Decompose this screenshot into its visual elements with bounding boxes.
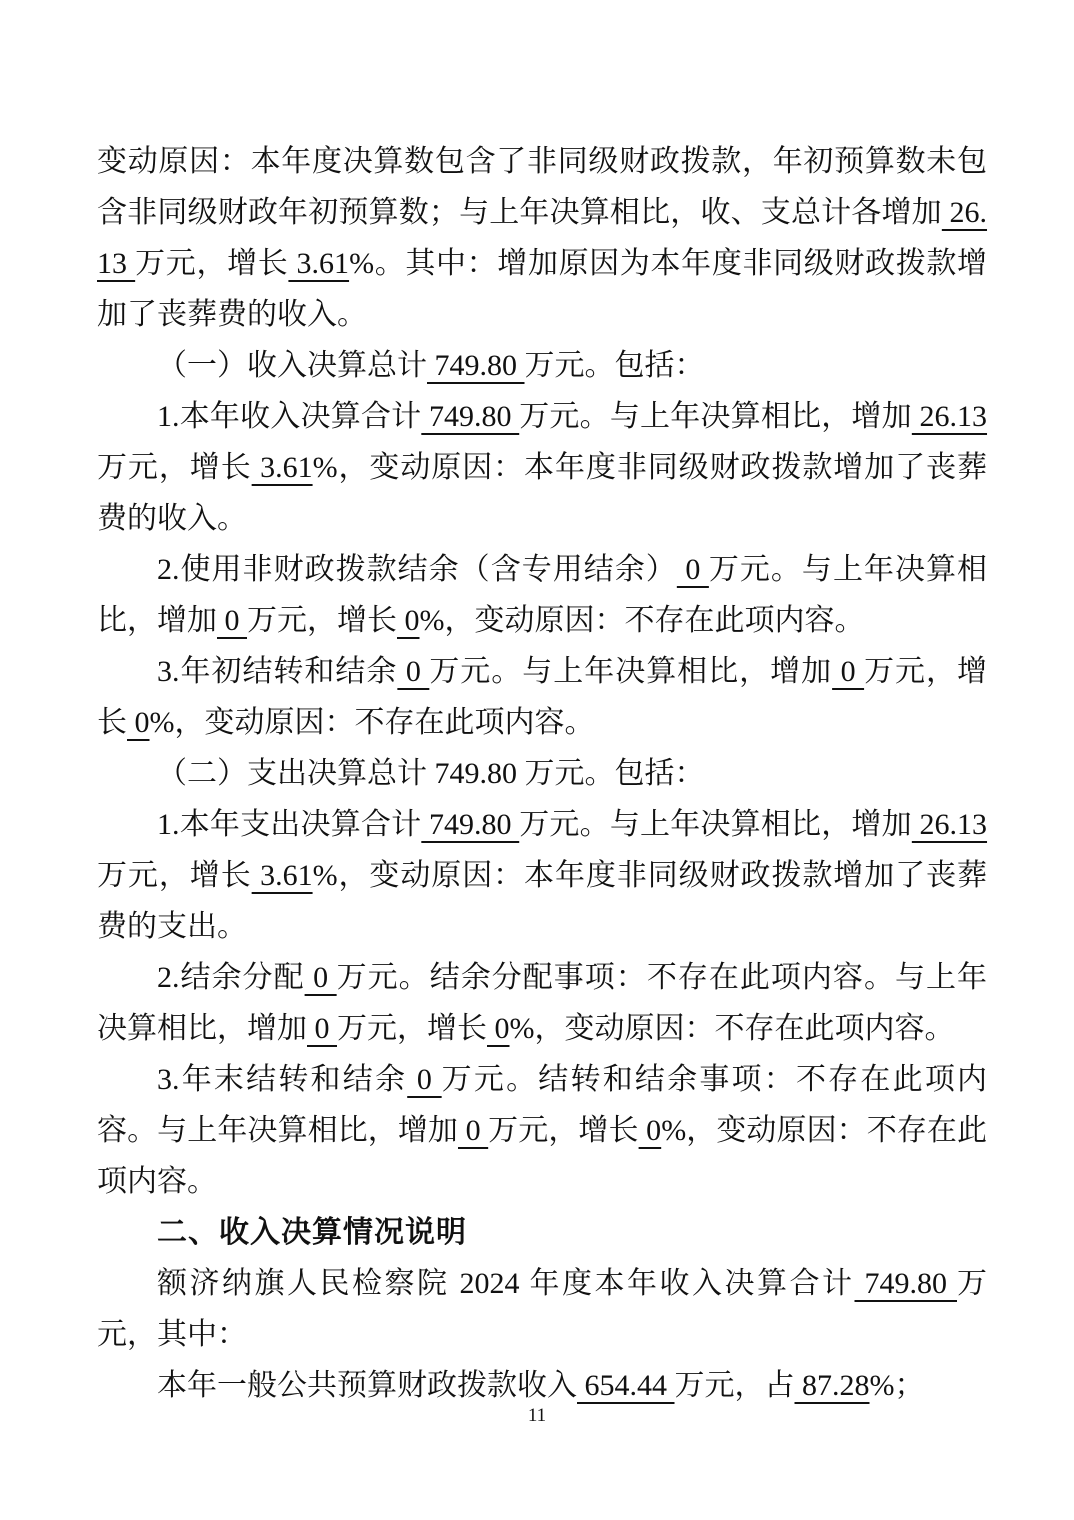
text-run: 万元，占	[674, 1369, 795, 1402]
text-run: 2.结余分配	[157, 961, 305, 994]
underlined-value: 0	[127, 706, 150, 739]
text-run: （一）收入决算总计	[157, 349, 427, 382]
underlined-value: 0	[304, 961, 337, 994]
text-run: 万元，增长	[97, 451, 252, 484]
underlined-value: 0	[397, 655, 430, 688]
underlined-value: 749.80	[421, 400, 520, 433]
text-run: %，变动原因：本年度非同级财政拨款增加了丧葬费的支出。	[97, 859, 988, 943]
text-run: 万元。包括：	[524, 349, 705, 382]
text-run: 2.使用非财政拨款结余（含专用结余）	[157, 553, 677, 586]
text-run: 万元，增长	[135, 247, 289, 280]
underlined-value: 0	[458, 1114, 489, 1147]
underlined-value: 3.61	[288, 247, 350, 280]
page-number: 11	[527, 1405, 547, 1426]
text-run: （二）支出决算总计 749.80 万元。包括：	[157, 757, 705, 790]
text-run: 1.本年支出决算合计	[157, 808, 422, 841]
text-run: 万元。与上年决算相比，增加	[519, 400, 912, 433]
paragraph-11	[97, 1258, 987, 1360]
text-run: 二、收入决算情况说明	[157, 1216, 467, 1249]
paragraph-7	[97, 799, 987, 952]
text-run: 3.年末结转和结余	[157, 1063, 408, 1096]
text-run: %；	[869, 1369, 925, 1402]
paragraph-1	[97, 136, 987, 340]
underlined-value: 26.13	[911, 808, 988, 841]
text-run: 万元。结转和结余事项：不存在此项内容。与上年决算相比，增加	[97, 1063, 988, 1147]
underlined-value: 654.44	[577, 1369, 675, 1402]
text-run: 万元。与上年决算相比，增加	[97, 553, 988, 637]
text-run: 额济纳旗人民检察院 2024 年度本年收入决算合计	[157, 1267, 855, 1300]
paragraph-3	[97, 391, 987, 544]
text-run: 3.年初结转和结余	[157, 655, 398, 688]
underlined-value: 0	[397, 604, 420, 637]
text-run: 万元。与上年决算相比，增加	[519, 808, 912, 841]
document-body	[97, 136, 987, 1411]
text-run: %，变动原因：不存在此项内容。	[97, 1114, 988, 1198]
underlined-value: 0	[832, 655, 865, 688]
text-run: 万元。结余分配事项：不存在此项内容。与上年决算相比，增加	[97, 961, 988, 1045]
underlined-value: 0	[217, 604, 247, 637]
underlined-value: 0	[487, 1012, 510, 1045]
underlined-value: 26.13	[911, 400, 988, 433]
paragraph-5	[97, 646, 987, 748]
underlined-value: 3.61	[251, 859, 313, 892]
paragraph-2	[97, 340, 987, 391]
text-run: %，变动原因：本年度非同级财政拨款增加了丧葬费的收入。	[97, 451, 988, 535]
text-run: 万元，其中：	[97, 1267, 987, 1351]
underlined-value: 0	[638, 1114, 662, 1147]
text-run: 万元。与上年决算相比，增加	[429, 655, 833, 688]
text-run: 万元，增长	[337, 1012, 487, 1045]
paragraph-9	[97, 1054, 987, 1207]
paragraph-4	[97, 544, 987, 646]
text-run: %，变动原因：不存在此项内容。	[509, 1012, 955, 1045]
paragraph-8	[97, 952, 987, 1054]
paragraph-6	[97, 748, 987, 799]
underlined-value: 749.80	[427, 349, 525, 382]
underlined-value: 0	[307, 1012, 337, 1045]
text-run: 变动原因：本年度决算数包含了非同级财政拨款，年初预算数未包含非同级财政年初预算数；与上年决算相比，收、支总计各增加	[97, 145, 987, 229]
text-run: 万元，增长	[488, 1114, 639, 1147]
underlined-value: 87.28	[794, 1369, 870, 1402]
underlined-value: 26.13	[97, 196, 988, 280]
underlined-value: 749.80	[854, 1267, 957, 1300]
text-run: %，变动原因：不存在此项内容。	[419, 604, 865, 637]
text-run: %，变动原因：不存在此项内容。	[149, 706, 595, 739]
paragraph-12	[97, 1360, 987, 1411]
text-run: 万元，增长	[97, 655, 988, 739]
underlined-value: 3.61	[251, 451, 313, 484]
text-run: 万元，增长	[97, 859, 252, 892]
text-run: 1.本年收入决算合计	[157, 400, 422, 433]
section-heading	[97, 1207, 987, 1258]
text-run: %。其中：增加原因为本年度非同级财政拨款增加了丧葬费的收入。	[97, 247, 988, 331]
underlined-value: 749.80	[421, 808, 520, 841]
text-run: 本年一般公共预算财政拨款收入	[157, 1369, 577, 1402]
underlined-value: 0	[407, 1063, 442, 1096]
underlined-value: 0	[676, 553, 709, 586]
text-run: 万元，增长	[247, 604, 397, 637]
